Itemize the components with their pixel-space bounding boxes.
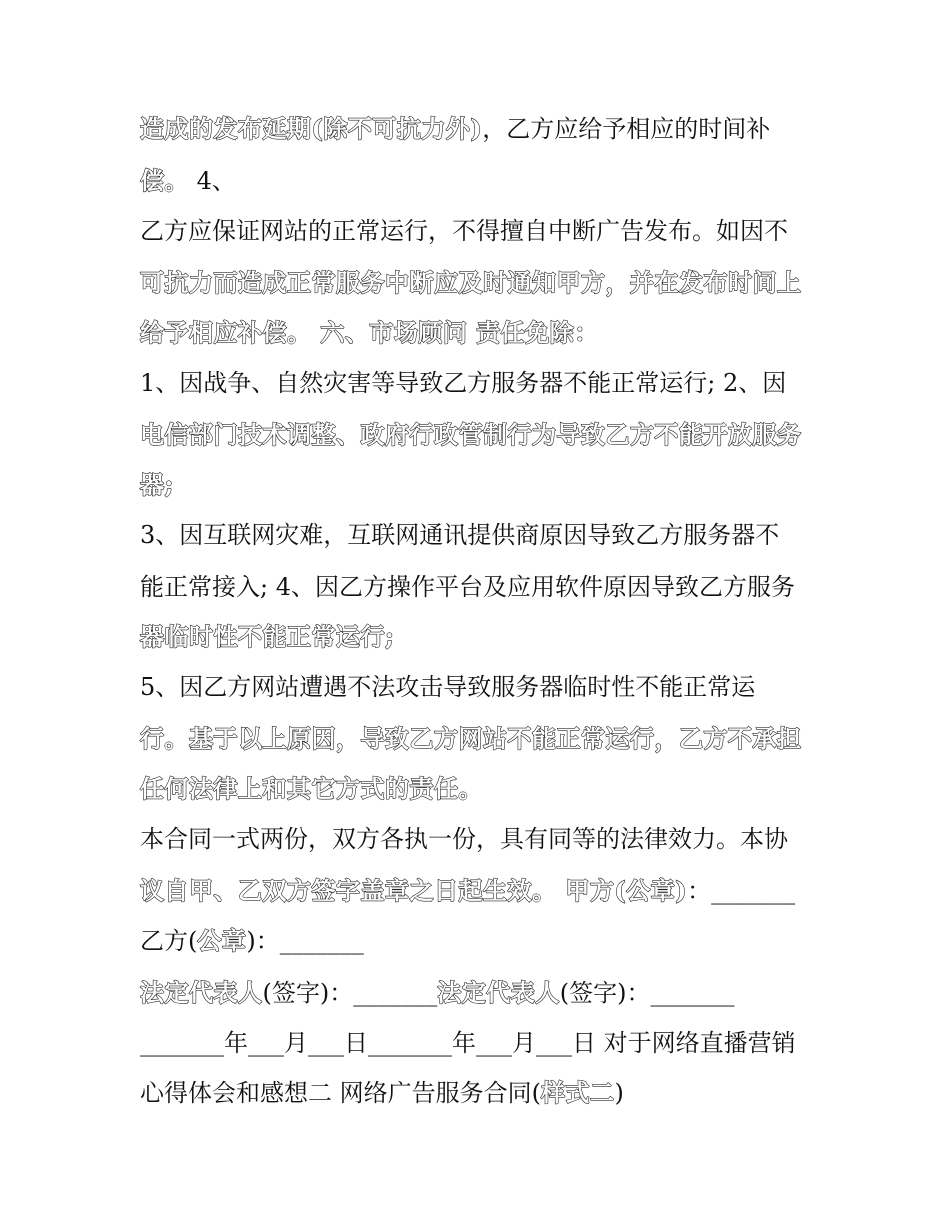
text-segment: ：_______	[687, 877, 796, 905]
text-segment: 可抗力而造成正常服务中断应及时通知甲方，并在发布时间上	[140, 268, 802, 297]
text-segment: 公章	[197, 926, 247, 955]
text-segment: 样式二	[541, 1078, 615, 1107]
text-segment: 给予相应补偿。 六、市场顾问 责任免除：	[140, 318, 599, 347]
text-segment: 1、因战争、自然灾害等导致乙方服务器不能正常运行; 2、因	[140, 369, 787, 397]
text-segment: 乙方(	[140, 927, 198, 955]
text-line	[140, 824, 788, 854]
text-line	[140, 926, 364, 956]
text-line	[140, 520, 779, 550]
text-segment: )：_______	[246, 927, 364, 955]
text-segment: 电信部门技术调整、政府行政管制行为导致乙方不能开放服务	[140, 420, 802, 449]
text-segment: 器临时性不能正常运行;	[140, 622, 395, 651]
text-segment: 行。基于以上原因，导致乙方网站不能正常运行，乙方不承担	[140, 724, 802, 753]
text-segment: 任何法律上和其它方式的责任。	[140, 774, 483, 803]
text-line	[140, 1078, 624, 1108]
text-segment: (签字)：_______	[262, 979, 438, 1007]
text-segment: (签字)：_______	[559, 979, 735, 1007]
text-segment: 法定代表人	[437, 978, 560, 1007]
text-line	[140, 318, 599, 348]
text-line	[140, 672, 755, 702]
text-segment: 法定代表人	[140, 978, 263, 1007]
text-line	[140, 876, 795, 906]
text-line	[140, 470, 174, 500]
text-line	[140, 622, 394, 652]
text-segment: )	[614, 1079, 624, 1107]
text-segment: 偿。	[140, 166, 189, 195]
text-segment: 3、因互联网灾难，互联网通讯提供商原因导致乙方服务器不	[140, 521, 780, 549]
text-line	[140, 978, 734, 1008]
text-segment: 器;	[140, 470, 174, 499]
text-line	[140, 166, 236, 196]
text-segment: 乙方应保证网站的正常运行，不得擅自中断广告发布。如因不	[140, 217, 788, 245]
text-line	[140, 114, 770, 144]
text-line	[140, 724, 802, 754]
text-line	[140, 774, 483, 804]
text-segment: 5、因乙方网站遭遇不法攻击导致服务器临时性不能正常运	[140, 673, 756, 701]
text-segment: ，乙方应给予相应的时间补	[482, 115, 771, 143]
text-segment: 能正常接入; 4、因乙方操作平台及应用软件原因导致乙方服务	[140, 573, 795, 601]
text-line	[140, 268, 802, 298]
text-line	[140, 368, 786, 398]
text-line	[140, 420, 802, 450]
text-segment: 4、	[189, 167, 236, 195]
text-segment: 造成的发布延期(除不可抗力外)	[140, 114, 483, 143]
text-line	[140, 1028, 796, 1058]
text-line	[140, 572, 795, 602]
text-segment: 心得体会和感想二 网络广告服务合同(	[140, 1079, 541, 1107]
text-segment: _______年___月___日_______年___月___日 对于网络直播营销	[140, 1029, 796, 1057]
text-line	[140, 216, 788, 246]
text-segment: 议自甲、乙双方签字盖章之日起生效。 甲方(公章)	[140, 876, 688, 905]
text-segment: 本合同一式两份，双方各执一份，具有同等的法律效力。本协	[140, 825, 788, 853]
